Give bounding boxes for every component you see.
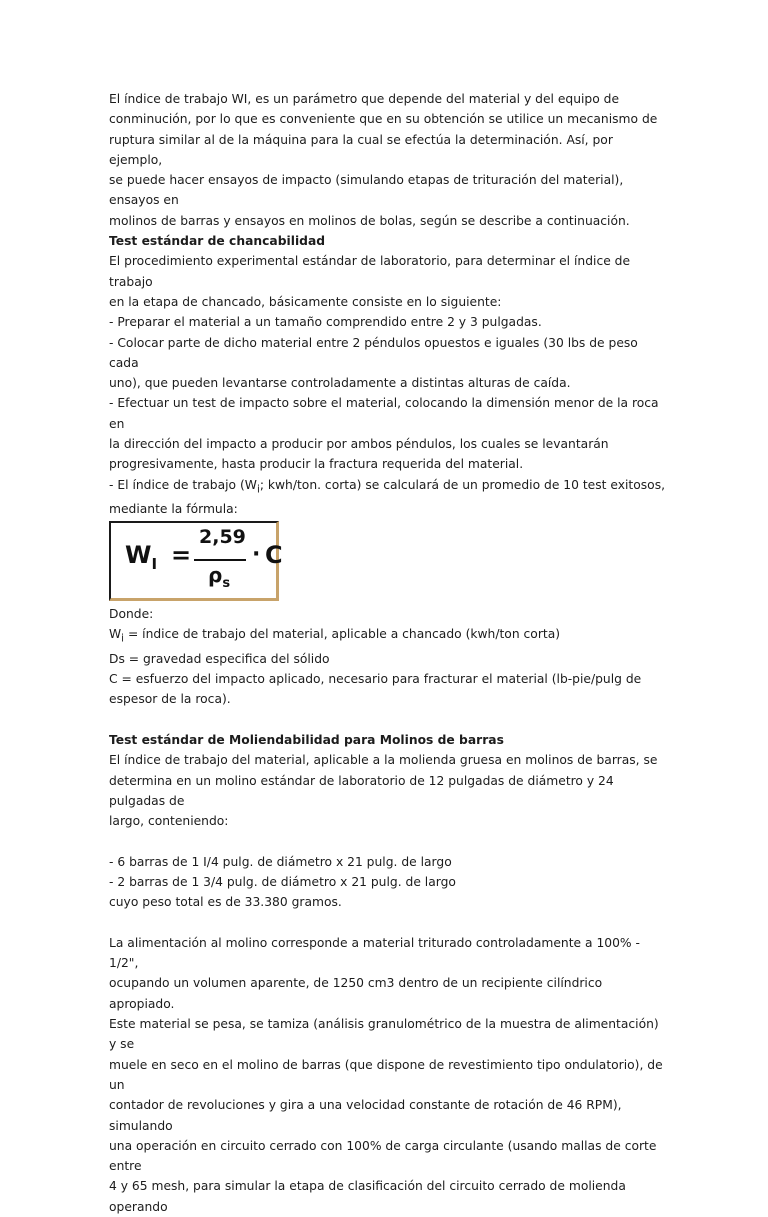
section3-line: contador de revoluciones y gira a una velocidad constante de rotación de 46 RPM), simulando [109,1098,622,1133]
intro-line: El índice de trabajo WI, es un parámetro que depende del material y del equipo de [109,92,620,106]
procedure-line: la dirección del impacto a producir por ambos péndulos, los cuales se levantarán [109,437,609,452]
bars-line: cuyo peso total es de 33.380 gramos. [109,895,342,910]
work-index-line [109,475,669,500]
formula-numerator: 2,59 [199,525,246,548]
section3-line: La alimentación al molino corresponde a material triturado controladamente a 100% - 1/2", [109,935,640,971]
procedure-line: - Colocar parte de dicho material entre 2 péndulos opuestos e iguales (30 lbs de peso cada [109,335,638,370]
formula-denominator-subscript: s [222,575,231,591]
section3-line: una operación en circuito cerrado con 100% de carga circulante (usando mallas de corte entre [109,1138,657,1174]
intro-line: conminución, por lo que es conveniente que en su obtención se utilice un mecanismo de [109,112,658,127]
procedure-line: en la etapa de chancado, básicamente consiste en lo siguiente: [109,294,502,309]
definition-line: C = esfuerzo del impacto aplicado, necesario para fracturar el material (lb-pie/pulg de [109,672,642,687]
formula-equals: = [171,540,192,569]
document-body [109,89,669,1217]
definition-line: espesor de la roca). [109,692,231,707]
procedure-line: - Preparar el material a un tamaño comprendido entre 2 y 3 pulgadas. [109,315,542,330]
procedure-line: uno), que pueden levantarse controladamente a distintas alturas de caída. [109,376,571,391]
section2-line: largo, conteniendo: [109,814,229,829]
formula-w: $W_I$ [125,540,158,573]
procedure-line: progresivamente, hasta producir la fractura requerida del material. [109,457,524,472]
definition-wi: $W_i$ = índice de trabajo del material, aplicable a chancado (kwh/ton corta) [109,626,561,645]
spacer [109,913,669,933]
formula-denominator: $\rho_s$ [208,562,231,591]
bars-line: - 2 barras de 1 3/4 pulg. de diámetro x 21 pulg. de largo [109,875,456,889]
procedure-line: El procedimiento experimental estándar de laboratorio, para determinar el índice de trabajo [109,254,631,289]
section2-line: El índice de trabajo del material, aplicable a la molienda gruesa en molinos de barras, se [109,753,658,768]
formula-intro: mediante la fórmula: [109,502,238,517]
definition-wi-subscript: i [121,632,125,645]
formula-w-subscript: I [151,554,158,573]
wi-text-before: - El índice de trabajo (W [109,477,257,492]
spacer [109,710,669,730]
definition-line: Ds = gravedad especifica del sólido [109,651,330,666]
intro-line: ruptura similar al de la máquina para la cual se efectúa la determinación. Así, por ejemplo, [109,132,613,167]
wi-text-after: ; kwh/ton. corta) se calculará de un promedio de 10 test exitosos, [259,477,666,492]
intro-line: se puede hacer ensayos de impacto (simulando etapas de trituración del material), ensayos en [109,173,624,208]
spacer [109,831,669,851]
section3-line: 4 y 65 mesh, para simular la etapa de clasificación del circuito cerrado de molienda operando [109,1179,626,1214]
section2-line: determina en un molino estándar de laboratorio de 12 pulgadas de diámetro y 24 pulgadas de [109,773,614,808]
section3-line: muele en seco en el molino de barras (que dispone de revestimiento tipo ondulatorio), de un [109,1057,663,1092]
bars-line: - 6 barras de 1 I/4 pulg. de diámetro x 21 pulg. de largo [109,854,452,869]
formula-image [109,521,283,601]
section3-line: Este material se pesa, se tamiza (análisis granulométrico de la muestra de alimentación) y se [109,1017,659,1052]
donde-label: Donde: [109,606,154,621]
formula-c: C [265,540,283,569]
procedure-line: - Efectuar un test de impacto sobre el material, colocando la dimensión menor de la roca en [109,396,659,431]
formula-dot: · [252,541,261,567]
section3-line: ocupando un volumen aparente, de 1250 cm3 dentro de un recipiente cilíndrico apropiado. [109,976,603,1011]
intro-line: molinos de barras y ensayos en molinos de bolas, según se describe a continuación. [109,213,630,228]
heading-chancabilidad: Test estándar de chancabilidad [109,234,326,249]
heading-moliendabilidad: Test estándar de Moliendabilidad para Molinos de barras [109,732,504,747]
wi-subscript: i [256,483,260,496]
formula-fraction-bar [194,559,246,561]
